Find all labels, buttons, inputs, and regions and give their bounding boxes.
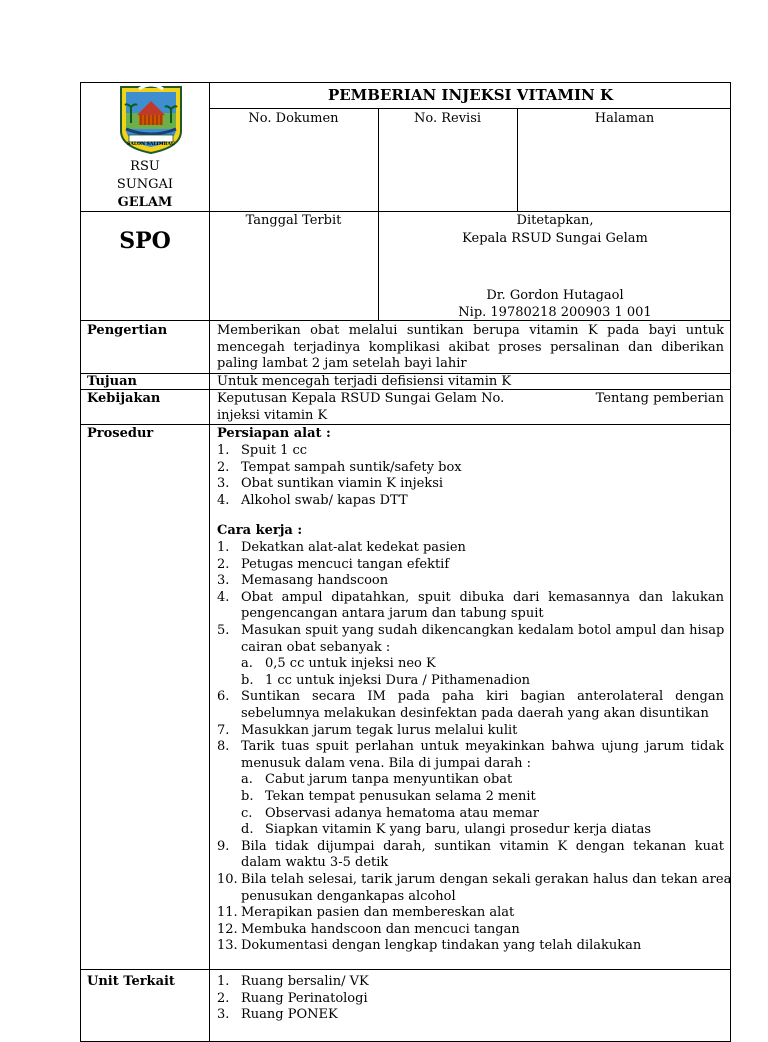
list-text: Petugas mencuci tangan efektif: [241, 556, 450, 572]
title-divider: [209, 108, 730, 109]
spo-document: [80, 82, 731, 1042]
list-number: 1.: [217, 540, 230, 555]
list-text: Alkohol swab/ kapas DTT: [241, 492, 408, 508]
list-number: 3.: [217, 573, 230, 589]
list-text: cairan obat sebanyak :: [241, 639, 391, 655]
unit-divider: [81, 969, 730, 970]
list-text: penusukan dengankapas alcohol: [241, 888, 456, 904]
list-text: Obat ampul dipatahkan, spuit dibuka dari kemasannya dan lakukan: [241, 589, 724, 605]
list-text: Observasi adanya hematoma atau memar: [265, 805, 539, 821]
list-text: Dekatkan alat-alat kedekat pasien: [241, 540, 466, 555]
list-number: a.: [241, 772, 253, 788]
list-number: 1.: [217, 443, 230, 458]
kebijakan-label: Kebijakan: [87, 391, 161, 406]
list-text: Ruang PONEK: [241, 1007, 338, 1023]
tujuan-text: Untuk mencegah terjadi defisiensi vitamin K: [217, 374, 512, 389]
list-number: 5.: [217, 623, 230, 638]
halaman-label: Halaman: [594, 111, 655, 126]
list-text: Tarik tuas spuit perlahan untuk meyakinkan bahwa ujung jarum tidak: [241, 739, 724, 755]
pengertian-line-2: mencegah terjadinya komplikasi akibat proses persalinan dan diberikan: [217, 340, 724, 355]
list-text: Siapkan vitamin K yang baru, ulangi prosedur kerja diatas: [265, 822, 652, 838]
list-text: Tekan tempat penusukan selama 2 menit: [265, 789, 536, 804]
list-number: 13.: [217, 938, 238, 954]
list-number: 1.: [217, 974, 230, 989]
list-text: Bila telah selesai, tarik jarum dengan sekali gerakan halus dan tekan area: [241, 872, 732, 887]
list-number: b.: [241, 672, 254, 688]
list-number: 2.: [217, 459, 230, 475]
list-number: b.: [241, 789, 254, 804]
list-number: 12.: [217, 921, 238, 937]
no-revisi-label: No. Revisi: [413, 111, 482, 126]
pengertian-line-3: paling lambat 2 jam setelah bayi lahir: [217, 356, 467, 371]
pengertian-label: Pengertian: [87, 323, 168, 338]
list-text: 0,5 cc untuk injeksi neo K: [265, 656, 436, 672]
list-number: 3.: [217, 1007, 230, 1023]
kepala-label: Kepala RSUD Sungai Gelam: [462, 231, 648, 246]
ditetapkan-label: Ditetapkan,: [516, 213, 594, 228]
list-text: Suntikan secara IM pada paha kiri bagian anterolateral dengan: [241, 689, 724, 705]
list-number: 6.: [217, 689, 230, 705]
list-number: 10.: [217, 872, 238, 887]
document-title: PEMBERIAN INJEKSI VITAMIN K: [327, 86, 614, 104]
prosedur-divider: [81, 424, 730, 425]
hospital-name-line-1: RSU: [130, 159, 160, 174]
list-number: 4.: [217, 492, 230, 508]
signatory-nip: Nip. 19780218 200903 1 001: [458, 305, 652, 320]
kebijakan-line-1a: Keputusan Kepala RSUD Sungai Gelam No.: [217, 391, 505, 406]
list-text: Masukkan jarum tegak lurus melalui kulit: [241, 722, 518, 738]
list-number: 8.: [217, 739, 230, 755]
list-text: Merapikan pasien dan membereskan alat: [241, 905, 515, 921]
kebijakan-line-1b: Tentang pemberian: [595, 391, 724, 406]
list-text: dalam waktu 3-5 detik: [241, 855, 389, 871]
hospital-name-line-3: GELAM: [117, 195, 173, 210]
prosedur-label: Prosedur: [87, 426, 154, 441]
spo-label: SPO: [119, 228, 171, 254]
list-text: Obat suntikan viamin K injeksi: [241, 476, 444, 492]
list-number: d.: [241, 822, 254, 838]
list-text: Ruang Perinatologi: [241, 990, 368, 1006]
list-number: 11.: [217, 905, 238, 921]
list-number: a.: [241, 656, 253, 672]
list-text: Tempat sampah suntik/safety box: [241, 459, 462, 475]
list-number: 2.: [217, 990, 230, 1006]
list-text: sebelumnya melakukan desinfektan pada daerah yang akan disuntikan: [241, 706, 709, 721]
list-text: Membuka handscoon dan mencuci tangan: [241, 921, 520, 937]
list-number: 2.: [217, 556, 230, 572]
no-dokumen-label: No. Dokumen: [248, 111, 339, 126]
logo-text: SALON SALIMBAU: [127, 142, 175, 147]
list-number: 4.: [217, 589, 230, 605]
list-text: Masukan spuit yang sudah dikencangkan kedalam botol ampul dan hisap: [241, 623, 725, 638]
list-text: Cabut jarum tanpa menyuntikan obat: [265, 772, 513, 788]
list-number: 9.: [217, 838, 230, 854]
list-text: Ruang bersalin/ VK: [241, 974, 369, 989]
pengertian-line-1: Memberikan obat melalui suntikan berupa vitamin K pada bayi untuk: [217, 323, 724, 338]
kebijakan-line-2: injeksi vitamin K: [217, 408, 328, 423]
list-text: Spuit 1 cc: [241, 443, 308, 458]
list-number: 3.: [217, 476, 230, 492]
tanggal-terbit-label: Tanggal Terbit: [245, 213, 342, 228]
list-text: 1 cc untuk injeksi Dura / Pithamenadion: [265, 672, 531, 688]
list-text: pengencangan antara jarum dan tabung spuit: [241, 606, 544, 622]
list-text: menusuk dalam vena. Bila di jumpai darah :: [241, 755, 532, 771]
list-number: 7.: [217, 722, 230, 738]
persiapan-heading: Persiapan alat :: [217, 426, 331, 441]
cara-kerja-heading: Cara kerja :: [217, 523, 303, 538]
unit-terkait-label: Unit Terkait: [87, 974, 175, 989]
list-text: Memasang handscoon: [241, 573, 389, 589]
signatory-name: Dr. Gordon Hutagaol: [486, 288, 624, 303]
list-text: Dokumentasi dengan lengkap tindakan yang telah dilakukan: [241, 938, 642, 954]
tujuan-label: Tujuan: [87, 374, 137, 389]
list-text: Bila tidak dijumpai darah, suntikan vitamin K dengan tekanan kuat: [241, 838, 724, 854]
list-number: c.: [241, 805, 253, 821]
hospital-name-line-2: SUNGAI: [116, 177, 174, 192]
